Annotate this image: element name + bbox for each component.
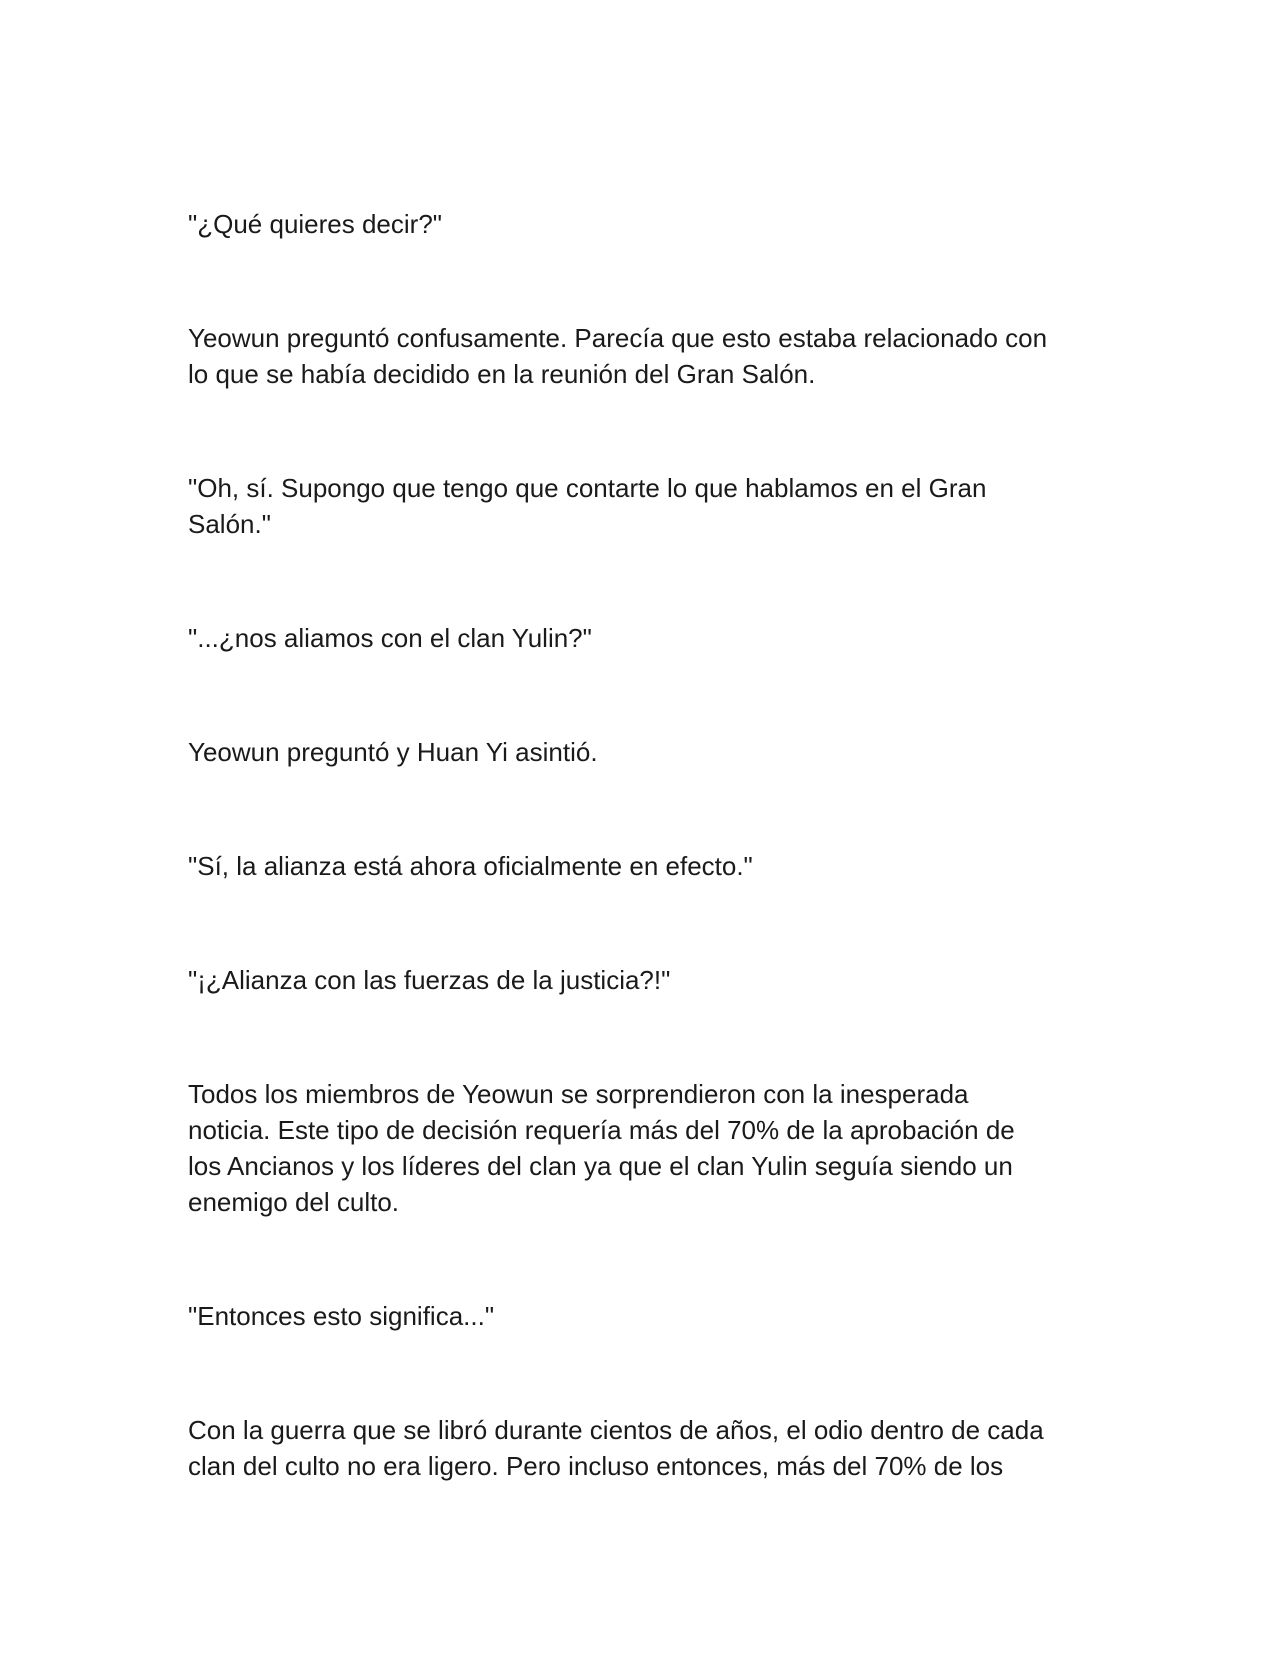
paragraph-3: "Oh, sí. Supongo que tengo que contarte lo que hablamos en el Gran Salón." <box>188 473 987 539</box>
document-page <box>188 0 1108 1656</box>
paragraph-4: "...¿nos aliamos con el clan Yulin?" <box>188 623 592 653</box>
paragraph-8: Todos los miembros de Yeowun se sorprendieron con la inesperada noticia. Este tipo de decisión requería más del 70% de la aprobación de los Ancianos y los líderes del clan ya que el clan Yulin seguía siendo un enemigo del culto. <box>188 1079 1015 1217</box>
paragraph-5: Yeowun preguntó y Huan Yi asintió. <box>188 737 598 767</box>
paragraph-6: "Sí, la alianza está ahora oficialmente en efecto." <box>188 851 753 881</box>
paragraph-2: Yeowun preguntó confusamente. Parecía que esto estaba relacionado con lo que se había decidido en la reunión del Gran Salón. <box>188 323 1048 389</box>
paragraph-7: "¡¿Alianza con las fuerzas de la justicia?!" <box>188 965 671 995</box>
paragraph-9: "Entonces esto significa..." <box>188 1301 495 1331</box>
paragraph-1: "¿Qué quieres decir?" <box>188 209 443 239</box>
paragraph-10: Con la guerra que se libró durante cientos de años, el odio dentro de cada clan del culto no era ligero. Pero incluso entonces, más del 70% de los <box>188 1415 1044 1481</box>
